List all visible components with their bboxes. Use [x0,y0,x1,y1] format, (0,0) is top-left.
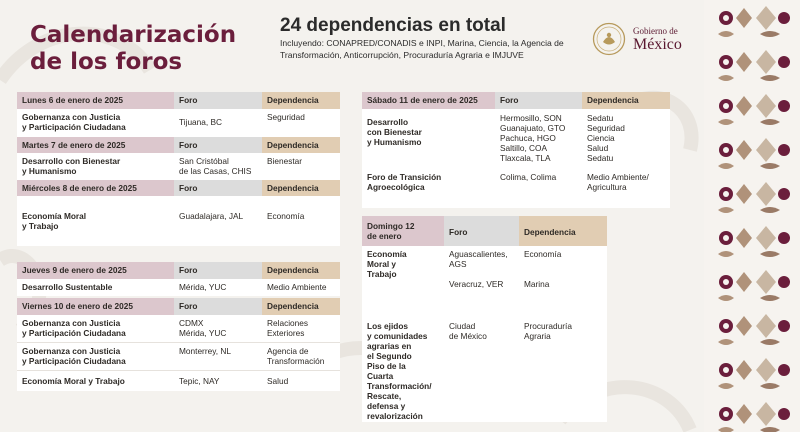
table-header-jan11 [362,92,670,109]
table-header-jan8 [17,180,340,196]
headline: 24 dependencias en total [280,15,506,36]
dependencia-cell: Medio Ambiente/ Agricultura [582,169,670,208]
date-header: Miércoles 8 de enero de 2025 [17,180,174,196]
topic-cell: Economía Moral y Trabajo [17,371,174,391]
dependencia-header: Dependencia [262,180,340,196]
topic-cell: Los ejidos y comunidades agrarias en el Segundo Piso de la Cuarta Transformación/ Rescate, defensa y revalorización [362,318,444,422]
topic-cell: Desarrollo con Bienestar y Humanismo [362,109,495,169]
page-title [30,22,236,76]
table-row [17,315,340,343]
foro-cell: Tepic, NAY [174,371,262,391]
date-header: Domingo 12 de enero [362,216,444,246]
table-row [17,343,340,371]
dependencia-header: Dependencia [582,92,670,109]
foro-header: Foro [444,216,519,246]
dependencia-header: Dependencia [519,216,607,246]
foro-header: Foro [174,137,262,153]
table-row [362,109,670,169]
dependencia-header: Dependencia [262,298,340,315]
dependencia-cell: Sedatu Seguridad Ciencia Salud Sedatu [582,109,670,169]
table-header-jan12 [362,216,607,246]
date-header: Viernes 10 de enero de 2025 [17,298,174,315]
table-row [17,279,340,296]
topic-cell: Economía Moral y Trabajo [362,246,444,318]
foro-cell: CDMX Mérida, YUC [174,315,262,342]
topic-cell: Economía Moral y Trabajo [17,196,174,246]
schedule-right [362,92,698,422]
foro-cell: Tijuana, BC [174,109,262,137]
foro-cell: Monterrey, NL [174,343,262,370]
dependencia-cell: Economía Marina [519,246,607,318]
gobierno-de-mexico-logo [592,22,697,58]
foro-cell: Aguascalientes, AGS Veracruz, VER [444,246,519,318]
table-header-jan7 [17,137,340,153]
date-header: Martes 7 de enero de 2025 [17,137,174,153]
table-header-jan10 [17,298,340,315]
dependencia-header: Dependencia [262,262,340,279]
dependencia-cell: Agencia de Transformación [262,343,340,370]
dependencia-cell: Economía [262,196,340,246]
title-line-1: Calendarización [30,22,237,48]
date-header: Jueves 9 de enero de 2025 [17,262,174,279]
title-line-2: de los foros [30,49,183,75]
dependencia-header: Dependencia [262,137,340,153]
foro-cell: Ciudad de México [444,318,519,422]
foro-header: Foro [495,92,582,109]
dependencia-cell: Relaciones Exteriores [262,315,340,342]
subline: Incluyendo: CONAPRED/CONADIS e INPI, Marina, Ciencia, la Agencia de Transformación, Anticorrupción, Procuraduría Agraria e IMJUVE [280,38,564,60]
dependencia-cell: Salud [262,371,340,391]
topic-cell: Desarrollo Sustentable [17,279,174,296]
table-row [17,196,340,246]
topic-cell: Desarrollo con Bienestar y Humanismo [17,153,174,180]
table-row [362,318,607,422]
table-row [17,371,340,391]
foro-cell: Mérida, YUC [174,279,262,296]
topic-cell: Gobernanza con Justicia y Participación Ciudadana [17,315,174,342]
foro-cell: Colima, Colima [495,169,582,208]
date-header: Lunes 6 de enero de 2025 [17,92,174,109]
foro-header: Foro [174,180,262,196]
logo-text-line-1: Gobierno de [633,26,678,36]
foro-cell: Hermosillo, SON Guanajuato, GTO Pachuca, HGO Saltillo, COA Tlaxcala, TLA [495,109,582,169]
embroidery-border-decoration [704,0,800,432]
table-row [362,169,670,208]
foro-header: Foro [174,92,262,109]
topic-cell: Foro de Transición Agroecológica [362,169,495,208]
dependencia-cell: Procuraduría Agraria [519,318,607,422]
logo-text-line-2: México [633,36,682,53]
date-header: Sábado 11 de enero de 2025 [362,92,495,109]
dependencia-cell: Medio Ambiente [262,279,340,296]
dependencia-cell: Bienestar [262,153,340,180]
foro-cell: San Cristóbal de las Casas, CHIS [174,153,262,180]
coat-of-arms-icon [592,22,626,56]
topic-cell: Gobernanza con Justicia y Participación Ciudadana [17,109,174,137]
topic-cell: Gobernanza con Justicia y Participación Ciudadana [17,343,174,370]
foro-header: Foro [174,298,262,315]
table-header-jan6 [17,92,340,109]
foro-header: Foro [174,262,262,279]
table-row [17,153,340,180]
schedule-left [17,92,340,402]
table-row [362,246,607,318]
table-row [17,109,340,137]
dependencia-cell: Seguridad [262,109,340,137]
table-header-jan9 [17,262,340,279]
foro-cell: Guadalajara, JAL [174,196,262,246]
dependencia-header: Dependencia [262,92,340,109]
